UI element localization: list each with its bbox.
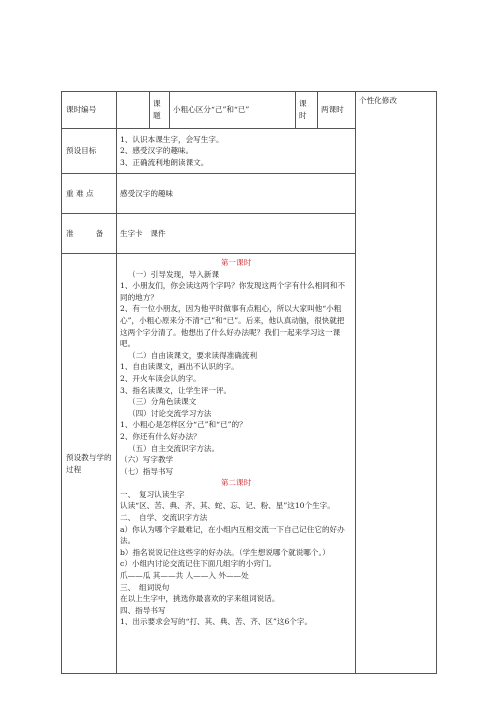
process-line: 认读“区、苦、典、齐、其、蛇、忘、记、粉、星”这10个生字。 <box>120 501 335 511</box>
process-line: 二、 自学、交流识字方法 <box>120 513 208 523</box>
hours-value: 两课时 <box>318 92 356 129</box>
prep-label: 准 备 <box>62 214 117 254</box>
process-line: （三）分角色读课文 <box>128 397 197 407</box>
process-line: 在以上生字中，挑选你最喜欢的字来组词说话。 <box>120 594 280 604</box>
process-line: 一、 复习认读生字 <box>120 489 185 499</box>
process-line: 3、指名读课文，让学生评一评。 <box>120 385 232 395</box>
process-line: 2、你还有什么好办法？ <box>120 431 201 441</box>
process-line: 2、有一位小朋友，因为他平时做事有点粗心，所以大家叫他“小粗心”，小粗心原来分不清“己”和“已”。后来，他认真动脑，很快就把这两个字分清了。他想出了什么好办法呢？我们一起来学习这一课吧。 <box>120 304 345 349</box>
process-line: （二）自由读课文，要求读得准确流利 <box>128 350 258 360</box>
goal-item: 1、认识本课生字，会写生字。 <box>120 134 224 144</box>
process-line: c）小组内讨论交流记住下面几组字的小窍门。 <box>120 559 277 569</box>
key-label: 重 难 点 <box>62 174 117 214</box>
goal-item: 2、感受汉字的趣味。 <box>120 146 194 156</box>
process-line: （七）指导书写 <box>120 466 174 476</box>
lesson-plan-table <box>61 91 437 674</box>
topic-label: 课题 <box>150 92 170 129</box>
process-line: 1、自由读课文，画出不认识的字。 <box>120 362 239 372</box>
prep-content: 生字卡 课件 <box>117 214 356 254</box>
process-line: a）你认为哪个字最难记，在小组内互相交流一下自己记住它的好办法。 <box>120 524 345 546</box>
process-line: 四、指导书写 <box>120 605 166 615</box>
process-line: b）指名说说记住这些字的好办法。（学生想说哪个就说哪个。） <box>120 547 330 557</box>
key-content: 感受汉字的趣味 <box>117 174 356 214</box>
process-line: 2、开火车读会认的字。 <box>120 373 201 383</box>
goals-content <box>117 129 356 174</box>
process-line: 1、小粗心是怎样区分“己”和“已”的？ <box>120 420 247 430</box>
goal-item: 3、正确流利地朗读课文。 <box>120 157 209 167</box>
notes-label: 个性化修改 <box>359 96 397 105</box>
header-row <box>62 92 437 129</box>
process-line: 1、出示要求会写的“打、其、典、苦、齐、区”这6个字。 <box>120 617 313 627</box>
topic-value: 小粗心区分“己”和“已” <box>170 92 296 129</box>
process-line: （五）自主交流识字方法。 <box>128 443 220 453</box>
period-two-title: 第二课时 <box>220 478 252 488</box>
process-line: （四）讨论交流学习方法 <box>128 408 212 418</box>
process-line: 爪——瓜 其——共 人——入 外——处 <box>120 571 249 581</box>
lesson-no-value <box>117 92 150 129</box>
process-line: （六）写字教学 <box>120 455 174 465</box>
process-line: 三、 组词说句 <box>120 582 170 592</box>
hours-label: 课时 <box>296 92 318 129</box>
period-one-title: 第一课时 <box>220 258 252 267</box>
notes-column <box>356 92 437 674</box>
process-label: 预设教与学的过程 <box>62 254 117 674</box>
goals-label: 预设目标 <box>62 129 117 174</box>
process-line: 1、小朋友们，你会读这两个字吗？你发现这两个字有什么相同和不同的地方？ <box>120 281 346 302</box>
process-line: （一）引导发现，导入新课 <box>128 269 220 279</box>
lesson-no-label: 课时编号 <box>62 92 117 129</box>
process-content <box>117 254 356 674</box>
